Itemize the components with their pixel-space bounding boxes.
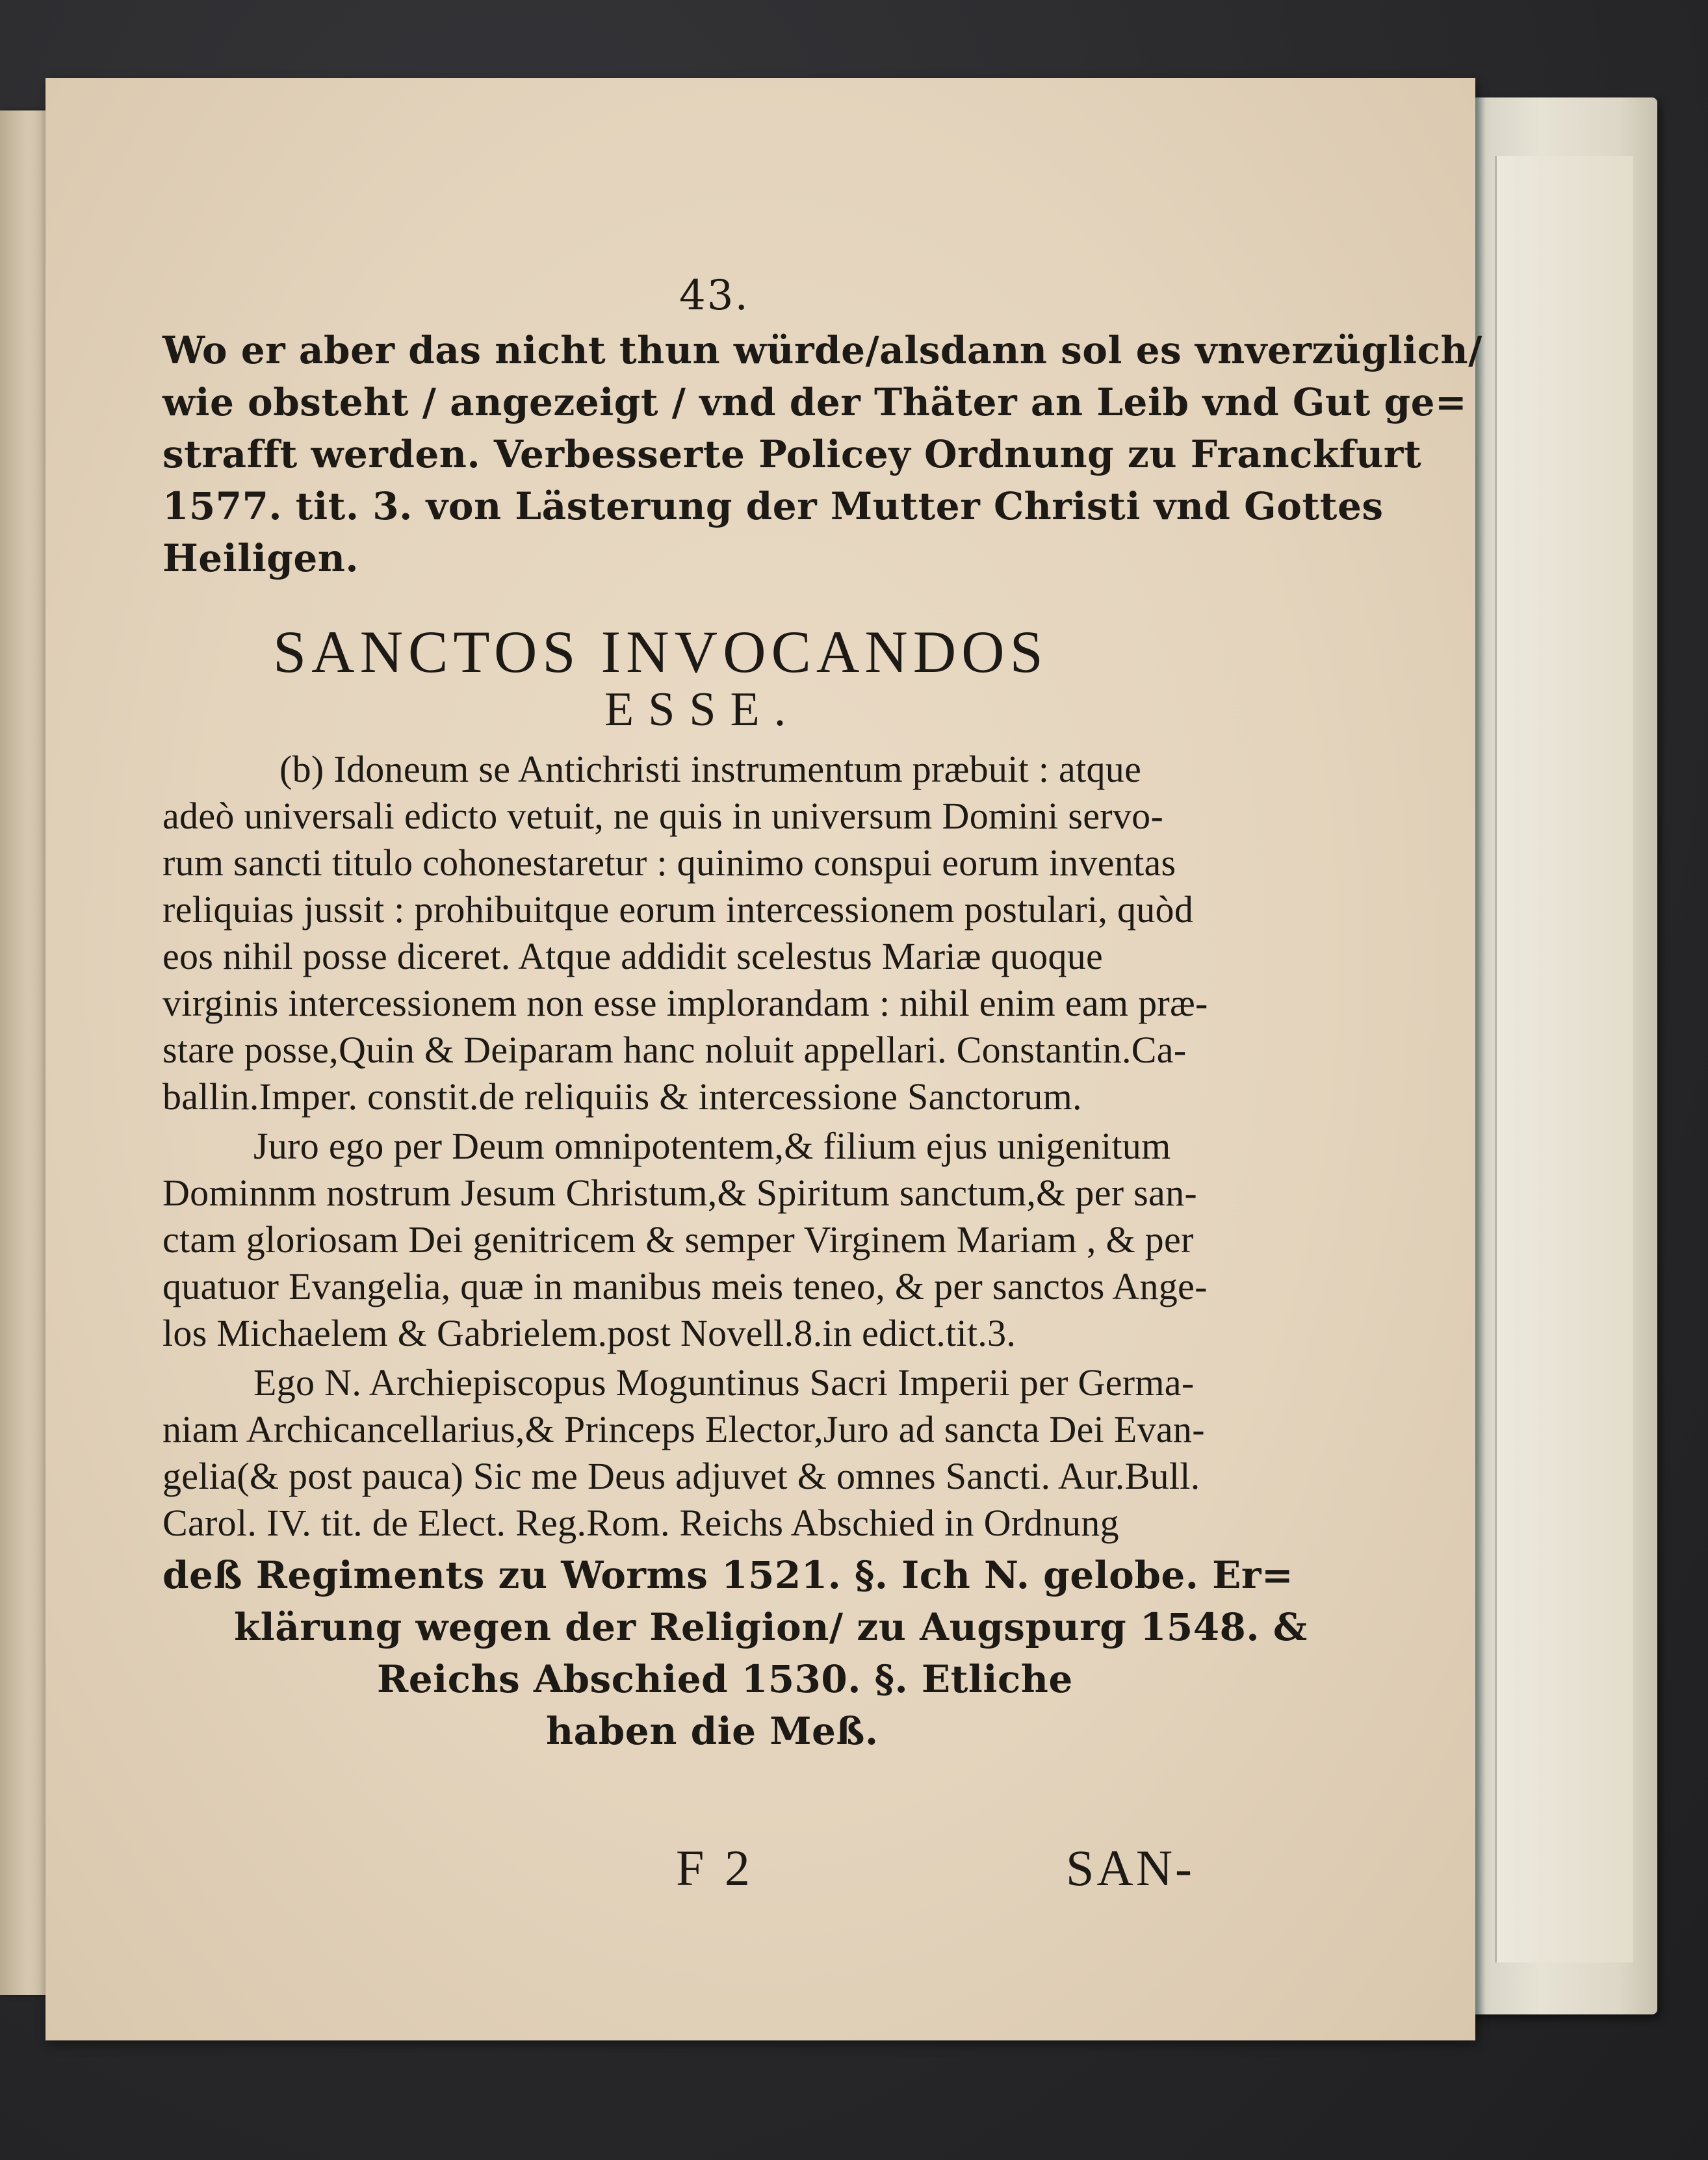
text-line: adeò universali edicto vetuit, ne quis in universum Domini servo- xyxy=(162,795,1164,837)
page-number: 43. xyxy=(679,272,749,320)
text-line: Carol. IV. tit. de Elect. Reg.Rom. Reichs Abschied in Ordnung xyxy=(162,1502,1119,1544)
section-heading-continued: ESSE. xyxy=(604,683,801,736)
text-line: Reichs Abschied 1530. §. Etliche xyxy=(377,1657,1073,1701)
text-line: quatuor Evangelia, quæ in manibus meis teneo, & per sanctos Ange- xyxy=(162,1265,1208,1307)
text-line: strafft werden. Verbesserte Policey Ordnung zu Franckfurt xyxy=(162,432,1422,476)
text-line: reliquias jussit : prohibuitque eorum intercessionem postulari, quòd xyxy=(162,888,1194,931)
text-line: los Michaelem & Gabrielem.post Novell.8.in edict.tit.3. xyxy=(162,1312,1016,1354)
text-line: ctam gloriosam Dei genitricem & semper Virginem Mariam , & per xyxy=(162,1218,1194,1261)
text-line: klärung wegen der Religion/ zu Augspurg 1548. & xyxy=(234,1605,1308,1649)
text-line: deß Regiments zu Worms 1521. §. Ich N. gelobe. Er= xyxy=(162,1553,1294,1597)
text-line: 1577. tit. 3. von Lästerung der Mutter Christi vnd Gottes xyxy=(162,484,1384,528)
text-line: stare posse,Quin & Deiparam hanc noluit appellari. Constantin.Ca- xyxy=(162,1029,1187,1071)
text-line: (b) Idoneum se Antichristi instrumentum præbuit : atque xyxy=(279,748,1142,790)
text-line: haben die Meß. xyxy=(546,1709,879,1753)
text-line: Wo er aber das nicht thun würde/alsdann sol es vnverzüglich/ xyxy=(162,328,1482,372)
text-line: Heiligen. xyxy=(162,536,359,580)
text-line: niam Archicancellarius,& Princeps Elector,Juro ad sancta Dei Evan- xyxy=(162,1408,1205,1450)
catchword: SAN- xyxy=(1066,1840,1195,1896)
text-line: Ego N. Archiepiscopus Moguntinus Sacri Imperii per Germa- xyxy=(253,1361,1195,1404)
text-line: eos nihil posse diceret. Atque addidit scelestus Mariæ quoque xyxy=(162,935,1104,977)
text-line: rum sancti titulo cohonestaretur : quinimo conspui eorum inventas xyxy=(162,842,1176,884)
section-heading: SANCTOS INVOCANDOS xyxy=(273,619,1048,685)
printer-signature-mark: F 2 xyxy=(676,1840,754,1896)
text-line: wie obsteht / angezeigt / vnd der Thäter an Leib vnd Gut ge= xyxy=(162,380,1468,424)
text-line: Dominnm nostrum Jesum Christum,& Spiritum sanctum,& per san- xyxy=(162,1172,1197,1214)
previous-page-edge xyxy=(0,110,45,1995)
text-line: ballin.Imper. constit.de reliquiis & intercessione Sanctorum. xyxy=(162,1075,1082,1118)
page-stack-inner-edge xyxy=(1495,156,1633,1962)
text-line: Juro ego per Deum omnipotentem,& filium ejus unigenitum xyxy=(253,1125,1171,1167)
text-line: gelia(& post pauca) Sic me Deus adjuvet & omnes Sancti. Aur.Bull. xyxy=(162,1455,1200,1497)
text-line: virginis intercessionem non esse implorandam : nihil enim eam præ- xyxy=(162,982,1208,1024)
